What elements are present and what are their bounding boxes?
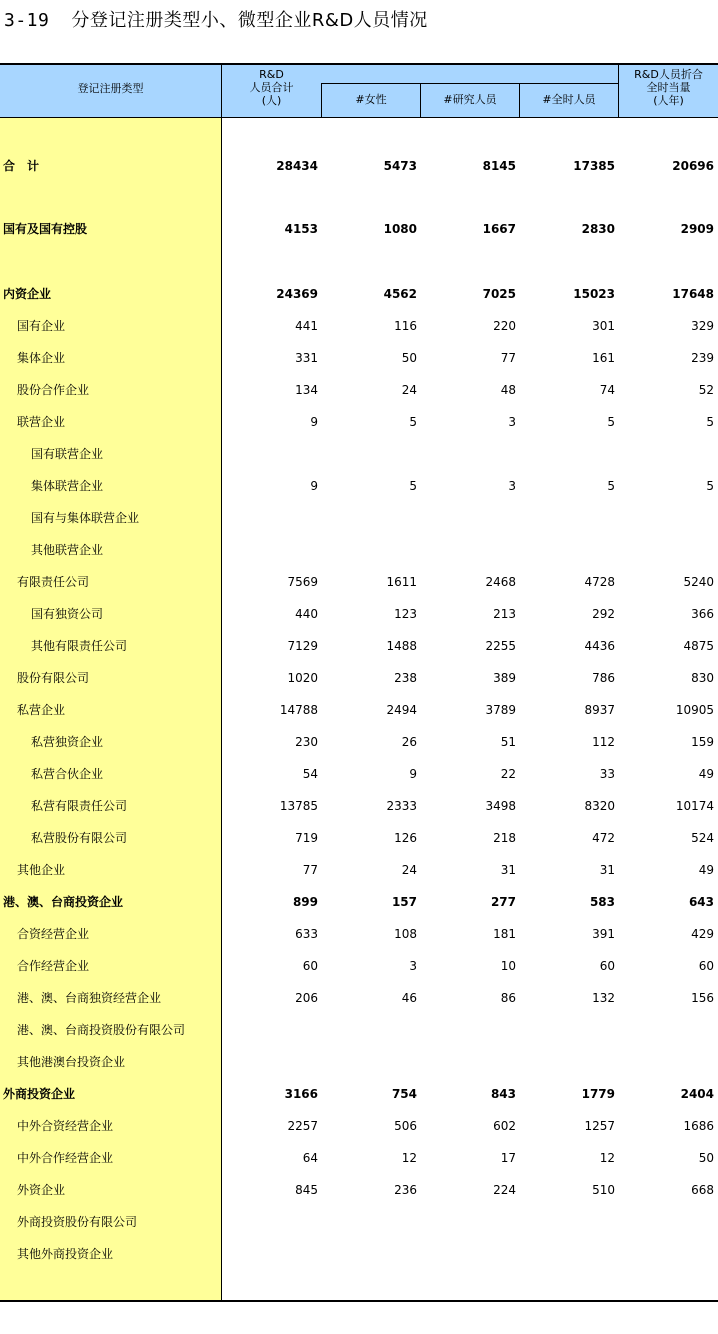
- cell-value: 14788: [279, 703, 318, 717]
- cell-value: 2830: [581, 222, 615, 236]
- header-divider: [519, 83, 520, 118]
- row-label: 合资经营企业: [17, 927, 90, 941]
- table-row: [0, 1206, 718, 1238]
- cell-value: 8320: [584, 799, 615, 813]
- cell-value: 899: [292, 895, 318, 909]
- row-label: 港、澳、台商独资经营企业: [17, 991, 162, 1005]
- row-label: 港、澳、台商投资企业: [3, 895, 124, 909]
- cell-value: 20696: [672, 159, 714, 173]
- cell-value: 3: [508, 479, 516, 493]
- cell-value: 301: [592, 319, 615, 333]
- table-row: [0, 662, 718, 694]
- table-row: [0, 1174, 718, 1206]
- header-col1: [222, 68, 321, 107]
- row-label: 内资企业: [3, 287, 52, 301]
- table-row: [0, 310, 718, 342]
- cell-value: 1611: [386, 575, 417, 589]
- cell-value: 17648: [672, 287, 714, 301]
- cell-value: 132: [592, 991, 615, 1005]
- cell-value: 17: [500, 1151, 516, 1165]
- cell-value: 213: [493, 607, 516, 621]
- table-row: [0, 374, 718, 406]
- row-label: 集体联营企业: [31, 479, 104, 493]
- row-label: 其他企业: [17, 863, 66, 877]
- table-row: [0, 1110, 718, 1142]
- cell-value: 602: [493, 1119, 516, 1133]
- cell-value: 5473: [383, 159, 417, 173]
- header-divider: [618, 65, 619, 118]
- cell-value: 31: [599, 863, 615, 877]
- row-label: 私营有限责任公司: [31, 799, 128, 813]
- cell-value: 3789: [485, 703, 516, 717]
- cell-value: 48: [500, 383, 516, 397]
- cell-value: 366: [691, 607, 714, 621]
- cell-value: 10174: [675, 799, 714, 813]
- cell-value: 17385: [573, 159, 615, 173]
- cell-value: 2255: [485, 639, 516, 653]
- table-row: [0, 278, 718, 310]
- cell-value: 28434: [276, 159, 318, 173]
- cell-value: 3: [508, 415, 516, 429]
- row-label: 国有独资公司: [31, 607, 104, 621]
- cell-value: 583: [589, 895, 615, 909]
- cell-value: 24: [401, 383, 417, 397]
- cell-value: 218: [493, 831, 516, 845]
- row-label: 有限责任公司: [17, 575, 90, 589]
- cell-value: 26: [401, 735, 417, 749]
- cell-value: 156: [691, 991, 714, 1005]
- table-row: [0, 758, 718, 790]
- cell-value: 161: [592, 351, 615, 365]
- cell-value: 843: [490, 1087, 516, 1101]
- table-row: [0, 982, 718, 1014]
- header-col5-line3: (人年): [653, 94, 684, 107]
- row-label: 股份有限公司: [17, 671, 90, 685]
- cell-value: 33: [599, 767, 615, 781]
- cell-value: 116: [394, 319, 417, 333]
- row-label: 外商投资企业: [3, 1087, 76, 1101]
- cell-value: 10: [500, 959, 516, 973]
- cell-value: 157: [391, 895, 417, 909]
- row-label: 外资企业: [17, 1183, 66, 1197]
- cell-value: 4436: [584, 639, 615, 653]
- table-row: [0, 213, 718, 245]
- table-row: [0, 854, 718, 886]
- cell-value: 7569: [287, 575, 318, 589]
- cell-value: 9: [409, 767, 417, 781]
- cell-value: 239: [691, 351, 714, 365]
- cell-value: 2494: [386, 703, 417, 717]
- cell-value: 238: [394, 671, 417, 685]
- cell-value: 74: [599, 383, 615, 397]
- cell-value: 4153: [284, 222, 318, 236]
- cell-value: 51: [500, 735, 516, 749]
- cell-value: 1020: [287, 671, 318, 685]
- header-divider: [321, 83, 618, 84]
- cell-value: 389: [493, 671, 516, 685]
- row-label: 其他有限责任公司: [31, 639, 128, 653]
- table-row: [0, 726, 718, 758]
- cell-value: 754: [391, 1087, 417, 1101]
- row-label: 私营独资企业: [31, 735, 104, 749]
- cell-value: 1080: [383, 222, 417, 236]
- table-row: [0, 886, 718, 918]
- cell-value: 4562: [383, 287, 417, 301]
- table-title-text: 分登记注册类型小、微型企业R&D人员情况: [71, 10, 428, 31]
- header-stub: 登记注册类型: [77, 82, 144, 95]
- row-label: 合作经营企业: [17, 959, 90, 973]
- cell-value: 524: [691, 831, 714, 845]
- cell-value: 5: [607, 415, 615, 429]
- cell-value: 112: [592, 735, 615, 749]
- cell-value: 2404: [680, 1087, 714, 1101]
- table-row: [0, 598, 718, 630]
- row-label: 中外合资经营企业: [17, 1119, 114, 1133]
- cell-value: 331: [295, 351, 318, 365]
- table-row: [0, 342, 718, 374]
- cell-value: 230: [295, 735, 318, 749]
- row-label: 其他港澳台投资企业: [17, 1055, 126, 1069]
- row-label: 集体企业: [17, 351, 66, 365]
- cell-value: 60: [599, 959, 615, 973]
- header-divider: [221, 65, 222, 118]
- table-row: [0, 822, 718, 854]
- cell-value: 391: [592, 927, 615, 941]
- cell-value: 10905: [675, 703, 714, 717]
- row-label: 私营股份有限公司: [31, 831, 128, 845]
- cell-value: 7129: [287, 639, 318, 653]
- cell-value: 31: [500, 863, 516, 877]
- cell-value: 52: [698, 383, 714, 397]
- table-row: [0, 566, 718, 598]
- header-col4: #全时人员: [542, 93, 596, 106]
- cell-value: 4875: [683, 639, 714, 653]
- cell-value: 506: [394, 1119, 417, 1133]
- row-label: 私营合伙企业: [31, 767, 104, 781]
- table-row: [0, 630, 718, 662]
- cell-value: 440: [295, 607, 318, 621]
- cell-value: 15023: [573, 287, 615, 301]
- cell-value: 77: [302, 863, 318, 877]
- cell-value: 206: [295, 991, 318, 1005]
- table-row: [0, 406, 718, 438]
- table-row: [0, 694, 718, 726]
- cell-value: 24369: [276, 287, 318, 301]
- row-label: 国有与集体联营企业: [31, 511, 140, 525]
- cell-value: 7025: [482, 287, 516, 301]
- cell-value: 5: [706, 415, 714, 429]
- table-row: [0, 1078, 718, 1110]
- table-number: 3-19: [4, 10, 50, 31]
- cell-value: 668: [691, 1183, 714, 1197]
- table-row: [0, 534, 718, 566]
- cell-value: 60: [302, 959, 318, 973]
- table-row: [0, 950, 718, 982]
- table-row: [0, 502, 718, 534]
- header-col3: #研究人员: [443, 93, 497, 106]
- cell-value: 633: [295, 927, 318, 941]
- cell-value: 9: [310, 415, 318, 429]
- cell-value: 8145: [482, 159, 516, 173]
- cell-value: 5: [607, 479, 615, 493]
- row-label: 股份合作企业: [17, 383, 90, 397]
- cell-value: 64: [302, 1151, 318, 1165]
- cell-value: 50: [698, 1151, 714, 1165]
- cell-value: 8937: [584, 703, 615, 717]
- cell-value: 3: [409, 959, 417, 973]
- cell-value: 159: [691, 735, 714, 749]
- row-label: 中外合作经营企业: [17, 1151, 114, 1165]
- cell-value: 1667: [482, 222, 516, 236]
- header-col5-line2: 全时当量: [646, 81, 691, 94]
- table-row: [0, 1238, 718, 1270]
- cell-value: 1488: [386, 639, 417, 653]
- row-label: 私营企业: [17, 703, 66, 717]
- cell-value: 1686: [683, 1119, 714, 1133]
- cell-value: 1257: [584, 1119, 615, 1133]
- header-col2: #女性: [355, 93, 387, 106]
- table-row: [0, 1046, 718, 1078]
- cell-value: 108: [394, 927, 417, 941]
- cell-value: 2333: [386, 799, 417, 813]
- cell-value: 472: [592, 831, 615, 845]
- row-label: 其他外商投资企业: [17, 1247, 114, 1261]
- cell-value: 292: [592, 607, 615, 621]
- cell-value: 5240: [683, 575, 714, 589]
- header-col1-line1: R&D: [259, 68, 284, 81]
- row-label: 国有及国有控股: [3, 222, 88, 236]
- cell-value: 24: [401, 863, 417, 877]
- cell-value: 277: [490, 895, 516, 909]
- cell-value: 1779: [581, 1087, 615, 1101]
- cell-value: 2468: [485, 575, 516, 589]
- cell-value: 224: [493, 1183, 516, 1197]
- cell-value: 719: [295, 831, 318, 845]
- cell-value: 77: [500, 351, 516, 365]
- row-label: 国有联营企业: [31, 447, 104, 461]
- cell-value: 49: [698, 863, 714, 877]
- cell-value: 12: [401, 1151, 417, 1165]
- header-col5: [619, 68, 718, 107]
- row-label: 港、澳、台商投资股份有限公司: [17, 1023, 186, 1037]
- table-row: [0, 1014, 718, 1046]
- cell-value: 9: [310, 479, 318, 493]
- cell-value: 134: [295, 383, 318, 397]
- row-label: 外商投资股份有限公司: [17, 1215, 138, 1229]
- header-col1-line2: 人员合计: [249, 81, 294, 94]
- cell-value: 2257: [287, 1119, 318, 1133]
- cell-value: 50: [401, 351, 417, 365]
- table-row: [0, 150, 718, 182]
- table-row: [0, 790, 718, 822]
- table-row: [0, 1142, 718, 1174]
- row-label: 联营企业: [17, 415, 66, 429]
- cell-value: 126: [394, 831, 417, 845]
- cell-value: 830: [691, 671, 714, 685]
- cell-value: 5: [409, 479, 417, 493]
- cell-value: 2909: [680, 222, 714, 236]
- cell-value: 3166: [284, 1087, 318, 1101]
- cell-value: 4728: [584, 575, 615, 589]
- cell-value: 329: [691, 319, 714, 333]
- cell-value: 22: [500, 767, 516, 781]
- cell-value: 5: [706, 479, 714, 493]
- header-divider: [321, 83, 322, 118]
- table-row: [0, 470, 718, 502]
- cell-value: 510: [592, 1183, 615, 1197]
- row-label: 合 计: [3, 159, 40, 173]
- cell-value: 123: [394, 607, 417, 621]
- cell-value: 5: [409, 415, 417, 429]
- cell-value: 86: [500, 991, 516, 1005]
- cell-value: 46: [401, 991, 417, 1005]
- cell-value: 13785: [279, 799, 318, 813]
- row-label: 其他联营企业: [31, 543, 104, 557]
- table-bottom-rule: [0, 1300, 718, 1302]
- cell-value: 49: [698, 767, 714, 781]
- cell-value: 429: [691, 927, 714, 941]
- cell-value: 786: [592, 671, 615, 685]
- cell-value: 845: [295, 1183, 318, 1197]
- header-col5-line1: R&D人员折合: [634, 68, 703, 81]
- table-title: [4, 6, 428, 32]
- header-col1-line3: (人): [261, 94, 282, 107]
- cell-value: 220: [493, 319, 516, 333]
- table-row: [0, 918, 718, 950]
- cell-value: 643: [688, 895, 714, 909]
- table-header: [0, 65, 718, 118]
- cell-value: 441: [295, 319, 318, 333]
- cell-value: 3498: [485, 799, 516, 813]
- header-divider: [420, 83, 421, 118]
- table-row: [0, 438, 718, 470]
- cell-value: 12: [599, 1151, 615, 1165]
- cell-value: 54: [302, 767, 318, 781]
- cell-value: 181: [493, 927, 516, 941]
- row-label: 国有企业: [17, 319, 66, 333]
- cell-value: 60: [698, 959, 714, 973]
- cell-value: 236: [394, 1183, 417, 1197]
